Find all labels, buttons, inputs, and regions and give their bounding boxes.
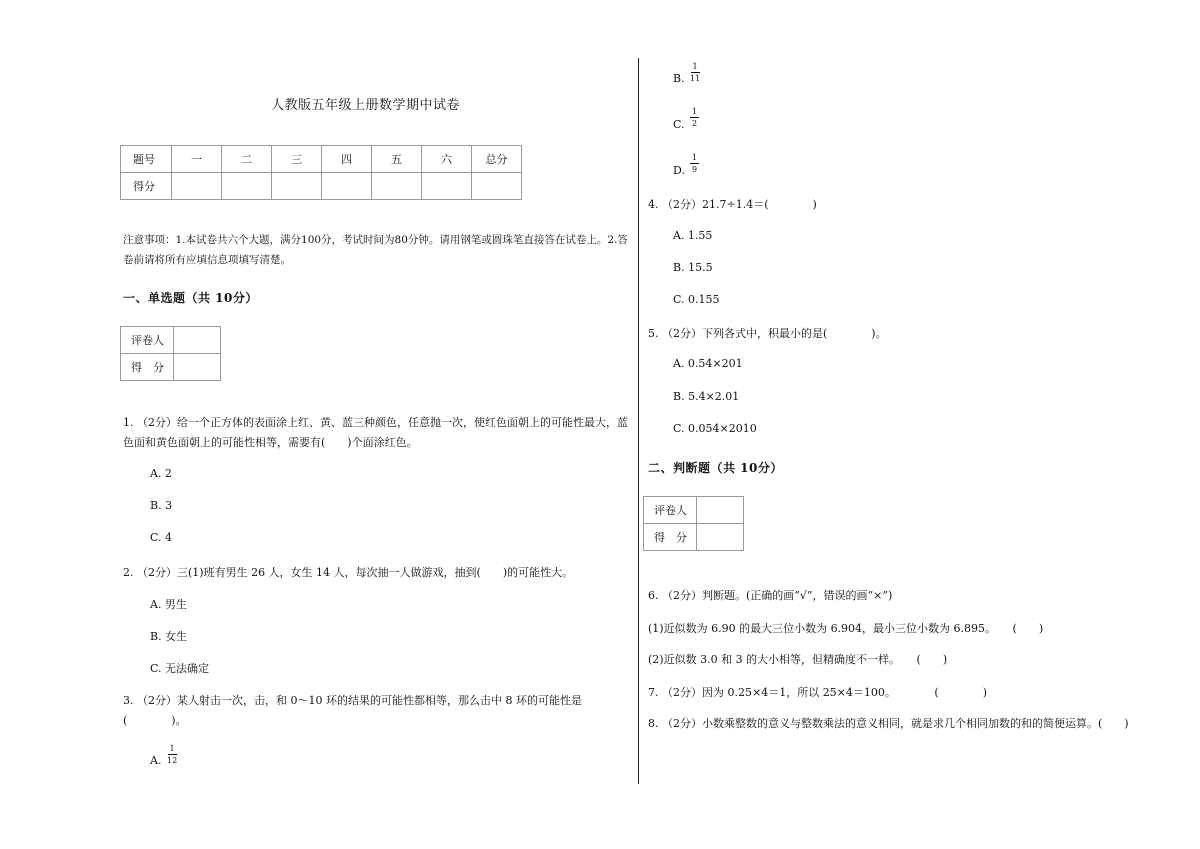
fraction-denominator: 2 [691, 119, 698, 128]
score-cell[interactable] [322, 173, 372, 200]
grader-cell[interactable] [174, 354, 221, 381]
question-1-option-c[interactable]: C. 4 [150, 531, 173, 544]
question-1-text: 1. （2分）给一个正方体的表面涂上红、黄、蓝三种颜色，任意抛一次，使红色面朝上的可能性最大，蓝色面和黄色面朝上的可能性相等，需要有( )个面涂红色。 [123, 416, 628, 449]
question-4-text: 4. （2分）21.7÷1.4＝( ) [648, 198, 817, 211]
question-2-option-c[interactable]: C. 无法确定 [150, 662, 210, 675]
question-4-option-c[interactable]: C. 0.155 [673, 293, 720, 306]
question-5-text: 5. （2分）下列各式中，积最小的是( )。 [648, 327, 887, 340]
score-cell[interactable] [372, 173, 422, 200]
score-cell[interactable] [172, 173, 222, 200]
fraction-denominator: 11 [690, 74, 701, 83]
section1-heading: 一、单选题（共 10分） [123, 291, 258, 305]
option-label: D. [673, 164, 685, 177]
question-3-option-a[interactable] [150, 754, 161, 767]
score-row-label: 得分 [121, 173, 172, 200]
question-5-option-c[interactable]: C. 0.054×2010 [673, 422, 757, 435]
question-5-option-b[interactable]: B. 5.4×2.01 [673, 390, 740, 403]
fraction-numerator: 1 [691, 153, 698, 162]
grader-cell[interactable] [174, 327, 221, 354]
question-2-option-a[interactable]: A. 男生 [150, 598, 187, 611]
grader-label: 评卷人 [644, 497, 697, 524]
question-3-option-c[interactable] [673, 118, 685, 131]
score-cell[interactable] [472, 173, 522, 200]
question-2-option-b[interactable]: B. 女生 [150, 630, 188, 643]
page-title: 人教版五年级上册数学期中试卷 [271, 98, 461, 113]
score-header-cell: 六 [422, 146, 472, 173]
question-6-text: 6. （2分）判断题。(正确的画“√”，错误的画“×”) [648, 589, 893, 602]
question-4-option-a[interactable]: A. 1.55 [673, 229, 713, 242]
question-8-text: 8. （2分）小数乘整数的意义与整数乘法的意义相同，就是求几个相同加数的和的简便运算。( ) [648, 717, 1129, 730]
score-header-cell: 三 [272, 146, 322, 173]
score-cell[interactable] [272, 173, 322, 200]
option-label: C. [673, 118, 685, 131]
score-header-cell: 二 [222, 146, 272, 173]
score-header-cell: 总分 [472, 146, 522, 173]
question-1-option-a[interactable]: A. 2 [150, 467, 172, 480]
grader-table-2 [643, 496, 744, 551]
score-table-score-row [121, 173, 522, 200]
section2-heading: 二、判断题（共 10分） [648, 461, 783, 475]
fraction-denominator: 9 [691, 165, 698, 174]
question-3-option-d[interactable] [673, 164, 685, 177]
grader-table-1 [120, 326, 221, 381]
grader-label: 得 分 [644, 524, 697, 551]
score-table-header-row [121, 146, 522, 173]
score-header-cell: 题号 [121, 146, 172, 173]
column-divider [638, 58, 639, 784]
fraction-numerator: 1 [692, 62, 698, 71]
notice-text: 注意事项：1.本试卷共六个大题，满分100分，考试时间为80分钟。请用钢笔或圆珠笔直接答在试卷上。2.答卷前请将所有应填信息项填写清楚。 [123, 234, 628, 266]
question-7-text: 7. （2分）因为 0.25×4＝1，所以 25×4＝100。 ( ) [648, 686, 987, 699]
fraction [167, 744, 177, 765]
grader-cell[interactable] [697, 497, 744, 524]
question-2-text: 2. （2分）三(1)班有男生 26 人，女生 14 人，每次抽一人做游戏，抽到( )的可能性大。 [123, 566, 574, 579]
question-3-text: 3. （2分）某人射击一次，击，和 0～10 环的结果的可能性都相等，那么击中 8 环的可能性是( )。 [123, 694, 582, 727]
question-5-option-a[interactable]: A. 0.54×201 [673, 357, 743, 370]
question-3-option-b[interactable] [673, 72, 685, 85]
fraction [690, 153, 699, 174]
grader-cell[interactable] [697, 524, 744, 551]
question-4-option-b[interactable]: B. 15.5 [673, 261, 713, 274]
option-label: B. [673, 72, 685, 85]
score-table [120, 145, 522, 200]
option-label: A. [150, 754, 162, 767]
question-6-sub-1: (1)近似数为 6.90 的最大三位小数为 6.904，最小三位小数为 6.895。 ( ) [648, 622, 1044, 635]
score-header-cell: 四 [322, 146, 372, 173]
fraction [690, 107, 699, 128]
grader-label: 评卷人 [121, 327, 174, 354]
fraction-denominator: 12 [167, 756, 178, 765]
score-header-cell: 一 [172, 146, 222, 173]
fraction [690, 62, 700, 83]
score-cell[interactable] [422, 173, 472, 200]
score-cell[interactable] [222, 173, 272, 200]
score-header-cell: 五 [372, 146, 422, 173]
fraction-numerator: 1 [691, 107, 698, 116]
question-6-sub-2: (2)近似数 3.0 和 3 的大小相等，但精确度不一样。 ( ) [648, 653, 948, 666]
question-1-option-b[interactable]: B. 3 [150, 499, 173, 512]
grader-label: 得 分 [121, 354, 174, 381]
fraction-numerator: 1 [169, 744, 175, 753]
